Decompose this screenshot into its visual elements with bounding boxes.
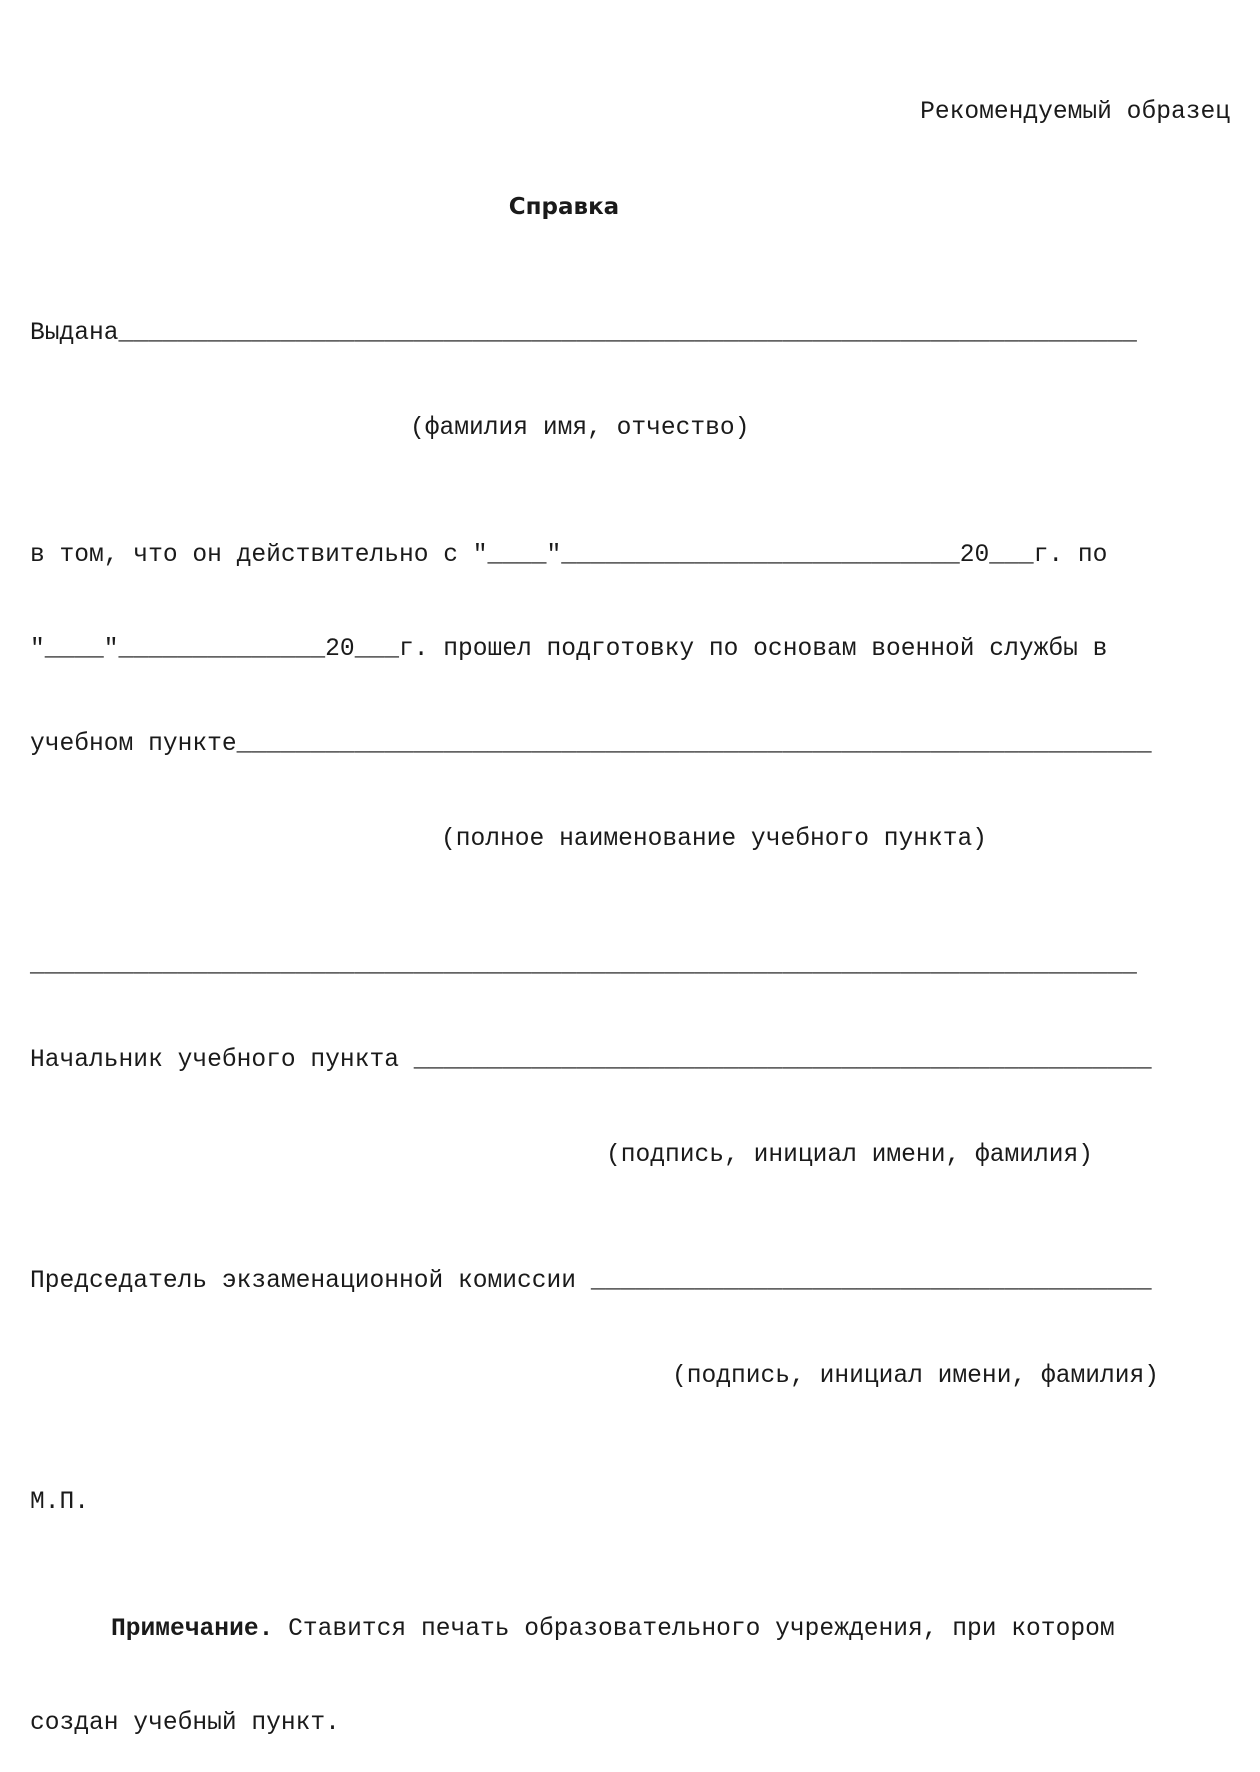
document-title: Справка — [508, 193, 620, 220]
blank-line: ___________________________________________________________________________ — [30, 952, 1137, 980]
note-line-1 — [30, 1614, 1230, 1646]
recommended-sample-label: Рекомендуемый образец — [920, 99, 1230, 127]
head-of-point-line: Начальник учебного пункта __________________________________________________ — [30, 1047, 1152, 1074]
period-line: в том, что он действительно с "____"___________________________20___г. по — [30, 541, 1108, 569]
note-text-1: Ставится печать образовательного учреждения, при котором — [273, 1615, 1115, 1643]
head-signature-caption: (подпись, инициал имени, фамилия) — [606, 1141, 1094, 1169]
name-caption: (фамилия имя, отчество) — [410, 415, 750, 443]
training-point-line: учебном пункте______________________________________________________________ — [30, 731, 1152, 759]
chairman-signature-caption: (подпись, инициал имени, фамилия) — [672, 1362, 1160, 1390]
period-line-2: "____"______________20___г. прошел подготовку по основам военной службы в — [30, 636, 1108, 664]
chairman-line: Председатель экзаменационной комиссии ______________________________________ — [30, 1268, 1152, 1296]
issued-to-line: Выдана_____________________________________________________________________ — [30, 320, 1137, 348]
certificate-form — [30, 34, 1230, 1772]
stamp-place-label: М.П. — [30, 1489, 90, 1517]
note-label: Примечание. — [111, 1615, 274, 1643]
note-text-2: создан учебный пункт. — [30, 1710, 340, 1738]
training-point-caption: (полное наименование учебного пункта) — [441, 825, 988, 853]
